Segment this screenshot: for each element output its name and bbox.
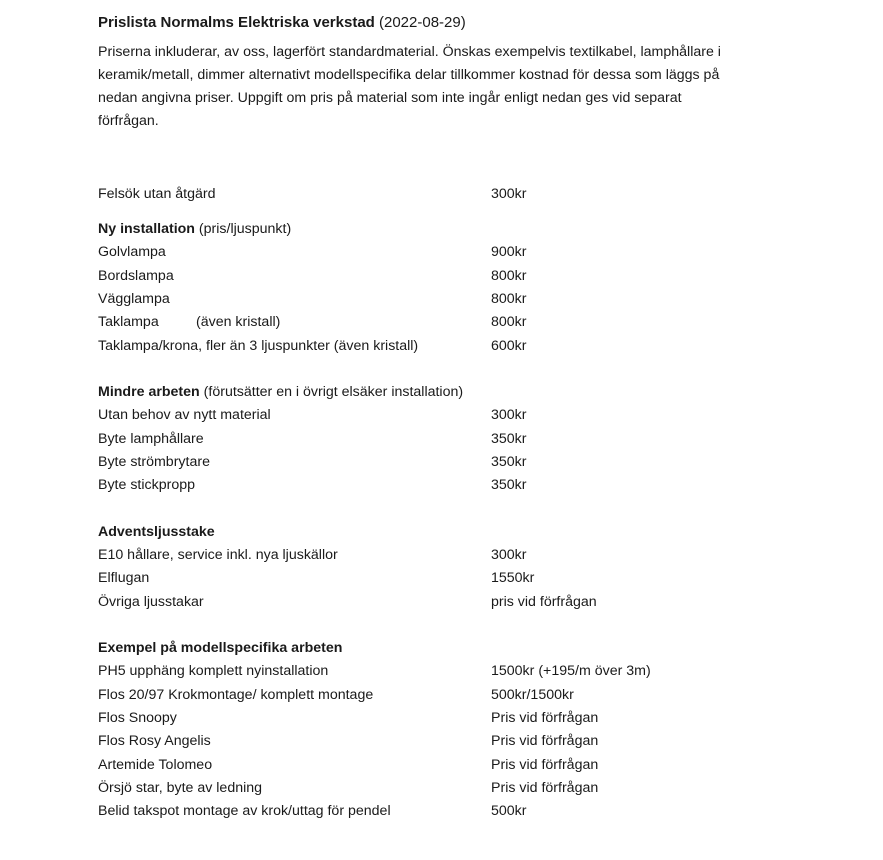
intro-line: keramik/metall, dimmer alternativt modellspecifika delar tillkommer kostnad för dessa som läggs på: [98, 67, 720, 83]
item-price: Pris vid förfrågan: [491, 733, 599, 749]
intro-paragraph: [98, 41, 788, 133]
item-price: pris vid förfrågan: [491, 594, 597, 610]
item-price: 1500kr (+195/m över 3m): [491, 663, 651, 679]
section-heading-text: Adventsljusstake: [98, 524, 215, 540]
section-heading-note: (pris/ljuspunkt): [198, 221, 292, 237]
item-label: Örsjö star, byte av ledning: [98, 780, 263, 796]
item-label: Övriga ljusstakar: [98, 594, 204, 610]
item-label: Belid takspot montage av krok/uttag för pendel: [98, 803, 391, 819]
page-title: [98, 12, 798, 34]
item-label: Taklampa: [98, 314, 159, 330]
section-heading-mindre-arbeten: [98, 381, 463, 404]
item-price: 300kr: [491, 186, 527, 202]
item-label: E10 hållare, service inkl. nya ljuskällor: [98, 547, 338, 563]
item-price: 500kr: [491, 803, 527, 819]
section-heading-text: Exempel på modellspecifika arbeten: [98, 640, 343, 656]
item-price: 800kr: [491, 268, 527, 284]
item-price: 600kr: [491, 338, 527, 354]
section-heading-adventsljusstake: [98, 521, 215, 544]
item-label: PH5 upphäng komplett nyinstallation: [98, 663, 329, 679]
intro-line: nedan angivna priser. Uppgift om pris på material som inte ingår enligt nedan ges vid separat: [98, 90, 682, 106]
item-label: Bordslampa: [98, 268, 174, 284]
item-label: Utan behov av nytt material: [98, 407, 271, 423]
section-heading-modellspecifika: [98, 637, 342, 660]
title-text: Prislista Normalms Elektriska verkstad: [98, 14, 375, 31]
item-price: 500kr/1500kr: [491, 687, 574, 703]
item-label: Byte strömbrytare: [98, 454, 210, 470]
section-heading-text: Ny installation: [98, 221, 195, 237]
item-label: Flos Snoopy: [98, 710, 177, 726]
intro-line: förfrågan.: [98, 113, 159, 129]
item-price: 900kr: [491, 244, 527, 260]
item-label: Golvlampa: [98, 244, 166, 260]
item-price: 300kr: [491, 407, 527, 423]
item-label-extra: (även kristall): [196, 314, 281, 330]
item-price: Pris vid förfrågan: [491, 780, 599, 796]
item-price: 350kr: [491, 431, 527, 447]
item-price: 1550kr: [491, 570, 535, 586]
item-label: Byte lamphållare: [98, 431, 204, 447]
item-price: 350kr: [491, 454, 527, 470]
item-label: Artemide Tolomeo: [98, 757, 213, 773]
intro-line: Priserna inkluderar, av oss, lagerfört standardmaterial. Önskas exempelvis textilkabel, lamphållare i: [98, 44, 721, 60]
item-label: Byte stickpropp: [98, 477, 195, 493]
item-price: Pris vid förfrågan: [491, 710, 599, 726]
item-label: Taklampa/krona, fler än 3 ljuspunkter (även kristall): [98, 338, 419, 354]
item-price: 300kr: [491, 547, 527, 563]
item-price: 800kr: [491, 291, 527, 307]
section-heading-text: Mindre arbeten: [98, 384, 200, 400]
item-label: Felsök utan åtgärd: [98, 186, 216, 202]
item-price: Pris vid förfrågan: [491, 757, 599, 773]
item-label: Vägglampa: [98, 291, 170, 307]
item-price: 800kr: [491, 314, 527, 330]
item-label: Flos Rosy Angelis: [98, 733, 211, 749]
item-price: 350kr: [491, 477, 527, 493]
title-date: (2022-08-29): [379, 14, 466, 31]
document-header: [98, 12, 798, 133]
item-label: Elflugan: [98, 570, 150, 586]
item-label: Flos 20/97 Krokmontage/ komplett montage: [98, 687, 374, 703]
section-heading-ny-installation: [98, 218, 291, 241]
section-heading-note: (förutsätter en i övrigt elsäker installation): [203, 384, 464, 400]
